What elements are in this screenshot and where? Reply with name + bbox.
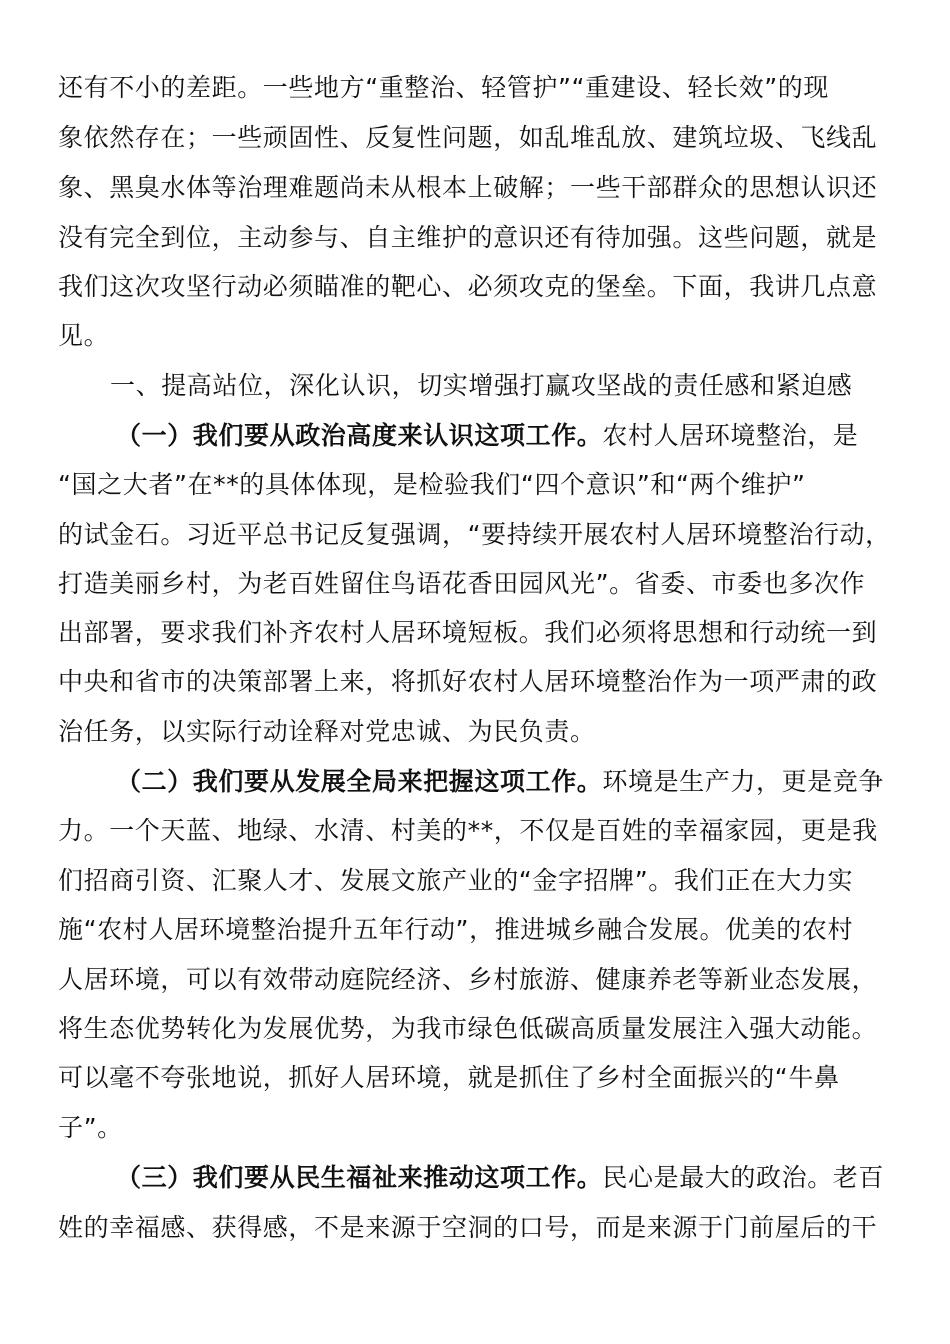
text-line: 象依然存在；一些顽固性、反复性问题，如乱堆乱放、建筑垃圾、飞线乱 <box>58 123 878 152</box>
text-line: 姓的幸福感、获得感，不是来源于空洞的口号，而是来源于门前屋后的干 <box>58 1213 878 1242</box>
text-line: 中央和省市的决策部署上来，将抓好农村人居环境整治作为一项严肃的政 <box>58 667 878 696</box>
text-line: “国之大者”在**的具体体现，是检验我们“四个意识”和“两个维护” <box>58 470 806 499</box>
text-line: 我们这次攻坚行动必须瞄准的靶心、必须攻克的堡垒。下面，我讲几点意 <box>58 272 878 301</box>
text-line: 将生态优势转化为发展优势，为我市绿色低碳高质量发展注入强大动能。 <box>58 1014 878 1043</box>
text-line: 人居环境，可以有效带动庭院经济、乡村旅游、健康养老等新业态发展， <box>58 965 878 994</box>
paragraph-text: 民心是最大的政治。老百 <box>602 1163 885 1192</box>
paragraph-heading: （二）我们要从发展全局来把握这项工作。 <box>116 767 603 796</box>
paragraph-heading: （一）我们要从政治高度来认识这项工作。 <box>116 421 603 450</box>
text-line: 们招商引资、汇聚人才、发展文旅产业的“金字招牌”。我们正在大力实 <box>58 866 854 895</box>
text-line: 治任务，以实际行动诠释对党忠诚、为民负责。 <box>58 717 596 746</box>
text-line: 力。一个天蓝、地绿、水清、村美的**，不仅是百姓的幸福家园，更是我 <box>58 816 878 845</box>
text-line: 没有完全到位，主动参与、自主维护的意识还有待加强。这些问题，就是 <box>58 223 878 252</box>
text-line: 施“农村人居环境整治提升五年行动”，推进城乡融合发展。优美的农村 <box>58 915 854 944</box>
text-line: 出部署，要求我们补齐农村人居环境短板。我们必须将思想和行动统一到 <box>58 618 878 647</box>
paragraph-first-line <box>116 1158 896 1198</box>
text-line: 子”。 <box>58 1113 123 1142</box>
text-line: 见。 <box>58 321 110 350</box>
text-line: 打造美丽乡村，为老百姓留住鸟语花香田园风光”。省委、市委也多次作 <box>58 569 866 598</box>
paragraph-heading: （三）我们要从民生福祉来推动这项工作。 <box>116 1163 603 1192</box>
paragraph-first-line <box>116 762 896 802</box>
paragraph-first-line <box>116 416 896 456</box>
text-line: 可以毫不夸张地说，抓好人居环境，就是抓住了乡村全面振兴的“牛鼻 <box>58 1063 840 1092</box>
text-line: 还有不小的差距。一些地方“重整治、轻管护”“重建设、轻长效”的现 <box>58 73 830 102</box>
paragraph-text: 环境是生产力，更是竞争 <box>602 767 885 796</box>
paragraph-text: 农村人居环境整治，是 <box>602 421 859 450</box>
section-heading: 一、提高站位，深化认识，切实增强打赢攻坚战的责任感和紧迫感 <box>110 371 853 400</box>
text-line: 象、黑臭水体等治理难题尚未从根本上破解；一些干部群众的思想认识还 <box>58 173 878 202</box>
text-line: 的试金石。习近平总书记反复强调，“要持续开展农村人居环境整治行动， <box>58 520 891 549</box>
